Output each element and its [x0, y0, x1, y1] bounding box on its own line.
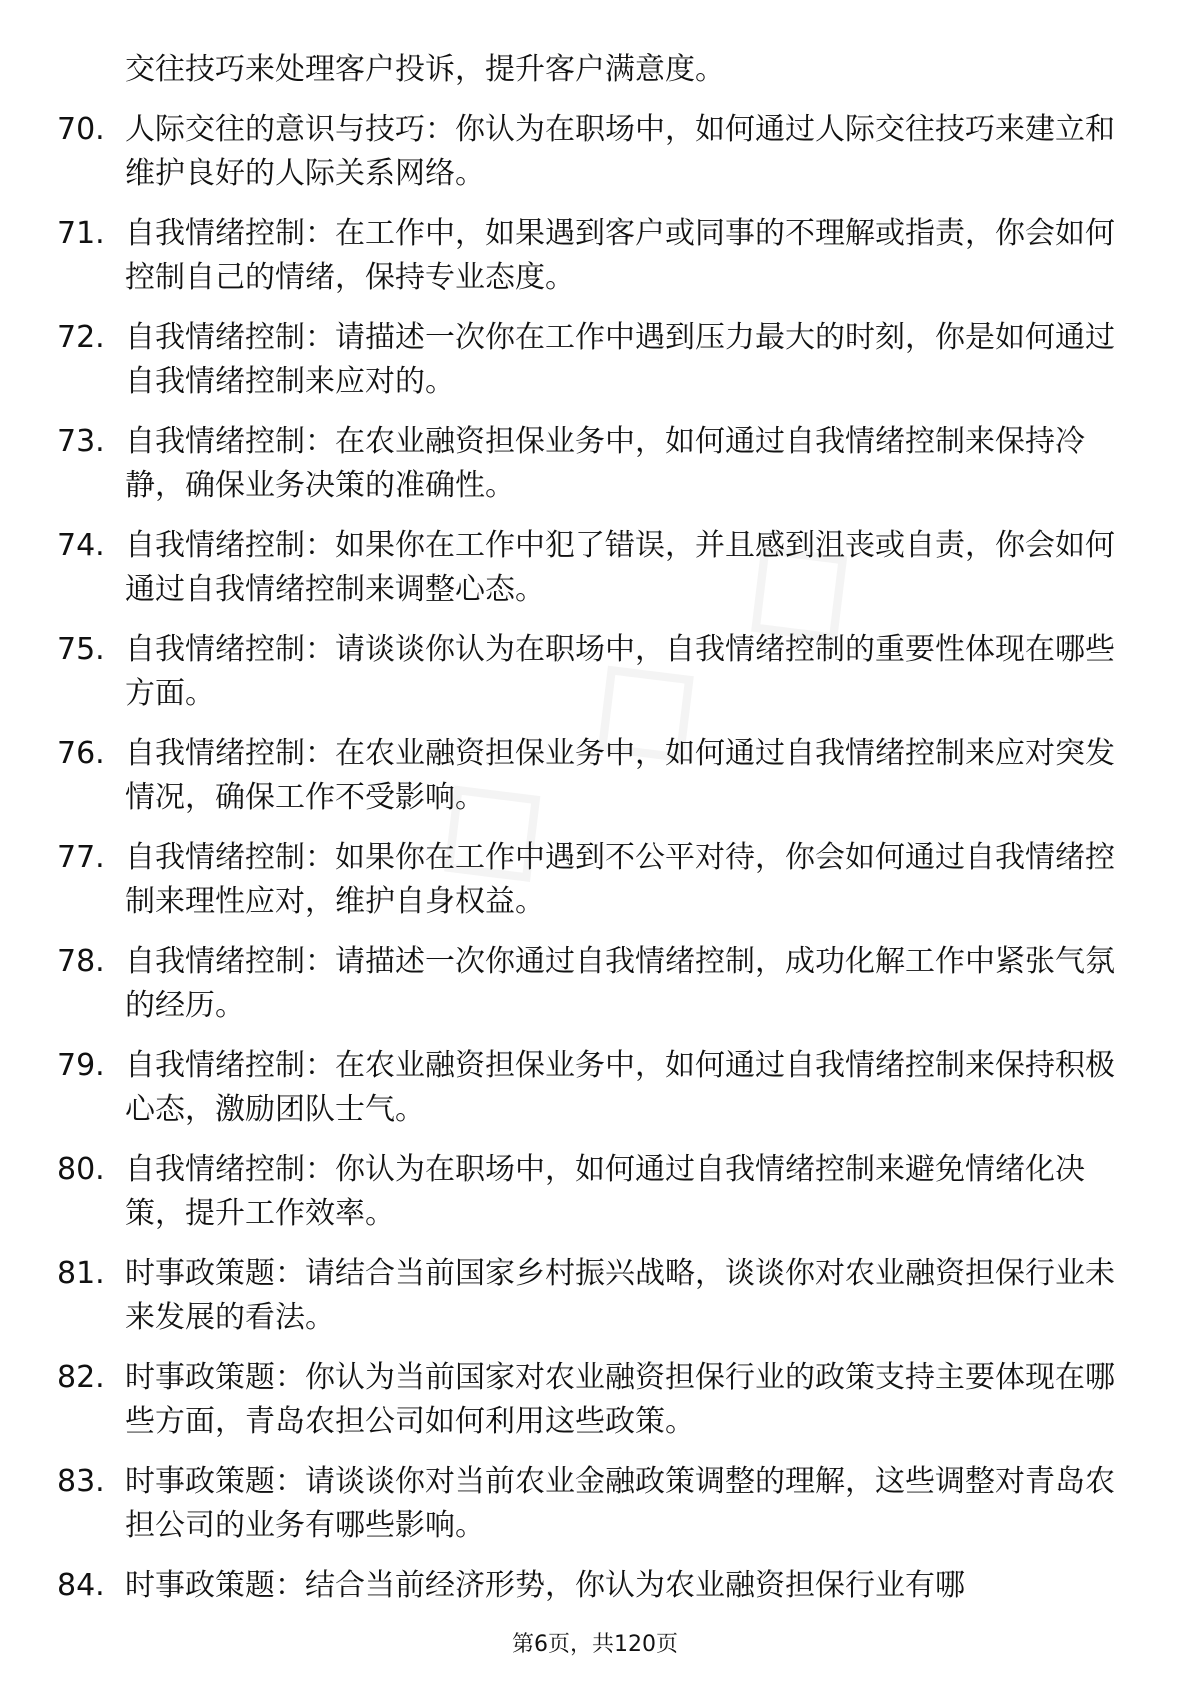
question-item-77: [57, 836, 1117, 924]
question-list: [57, 48, 1117, 1624]
question-text: 时事政策题：你认为当前国家对农业融资担保行业的政策支持主要体现在哪些方面，青岛农担公司如何利用这些政策。: [125, 1360, 1115, 1439]
question-text: 时事政策题：请结合当前国家乡村振兴战略，谈谈你对农业融资担保行业未来发展的看法。: [125, 1256, 1115, 1335]
question-text: 自我情绪控制：在工作中，如果遇到客户或同事的不理解或指责，你会如何控制自己的情绪，保持专业态度。: [125, 216, 1115, 295]
page-footer: 第6页，共120页: [512, 1632, 678, 1657]
question-item-72: [57, 316, 1117, 404]
question-number: 76.: [57, 736, 105, 771]
question-text: 自我情绪控制：如果你在工作中犯了错误，并且感到沮丧或自责，你会如何通过自我情绪控制来调整心态。: [125, 528, 1115, 607]
continuation-text: 交往技巧来处理客户投诉，提升客户满意度。: [125, 52, 725, 87]
question-item-81: [57, 1252, 1117, 1340]
question-item-70: [57, 108, 1117, 196]
question-number: 78.: [57, 944, 105, 979]
question-item-75: [57, 628, 1117, 716]
question-number: 83.: [57, 1464, 105, 1499]
question-item-73: [57, 420, 1117, 508]
question-text: 自我情绪控制：如果你在工作中遇到不公平对待，你会如何通过自我情绪控制来理性应对，维护自身权益。: [125, 840, 1115, 919]
question-item-71: [57, 212, 1117, 300]
question-number: 70.: [57, 112, 105, 147]
question-number: 75.: [57, 632, 105, 667]
question-number: 77.: [57, 840, 105, 875]
question-number: 73.: [57, 424, 105, 459]
question-item-82: [57, 1356, 1117, 1444]
question-text: 自我情绪控制：请描述一次你在工作中遇到压力最大的时刻，你是如何通过自我情绪控制来应对的。: [125, 320, 1115, 399]
question-text: 人际交往的意识与技巧：你认为在职场中，如何通过人际交往技巧来建立和维护良好的人际关系网络。: [125, 112, 1115, 191]
question-item-74: [57, 524, 1117, 612]
question-text: 自我情绪控制：在农业融资担保业务中，如何通过自我情绪控制来保持积极心态，激励团队士气。: [125, 1048, 1115, 1127]
question-text: 自我情绪控制：你认为在职场中，如何通过自我情绪控制来避免情绪化决策，提升工作效率。: [125, 1152, 1085, 1231]
question-text: 自我情绪控制：在农业融资担保业务中，如何通过自我情绪控制来保持冷静，确保业务决策的准确性。: [125, 424, 1085, 503]
question-item-76: [57, 732, 1117, 820]
question-number: 84.: [57, 1568, 105, 1603]
question-item-84: [57, 1564, 1117, 1608]
question-number: 74.: [57, 528, 105, 563]
question-text: 自我情绪控制：请谈谈你认为在职场中，自我情绪控制的重要性体现在哪些方面。: [125, 632, 1115, 711]
question-item-79: [57, 1044, 1117, 1132]
question-text: 自我情绪控制：在农业融资担保业务中，如何通过自我情绪控制来应对突发情况，确保工作不受影响。: [125, 736, 1115, 815]
question-item-80: [57, 1148, 1117, 1236]
question-number: 72.: [57, 320, 105, 355]
question-number: 79.: [57, 1048, 105, 1083]
question-number: 71.: [57, 216, 105, 251]
question-number: 81.: [57, 1256, 105, 1291]
question-text: 时事政策题：请谈谈你对当前农业金融政策调整的理解，这些调整对青岛农担公司的业务有哪些影响。: [125, 1464, 1115, 1543]
question-text: 时事政策题：结合当前经济形势，你认为农业融资担保行业有哪: [125, 1568, 965, 1603]
question-text: 自我情绪控制：请描述一次你通过自我情绪控制，成功化解工作中紧张气氛的经历。: [125, 944, 1115, 1023]
question-item-78: [57, 940, 1117, 1028]
question-item-83: [57, 1460, 1117, 1548]
question-number: 82.: [57, 1360, 105, 1395]
question-number: 80.: [57, 1152, 105, 1187]
